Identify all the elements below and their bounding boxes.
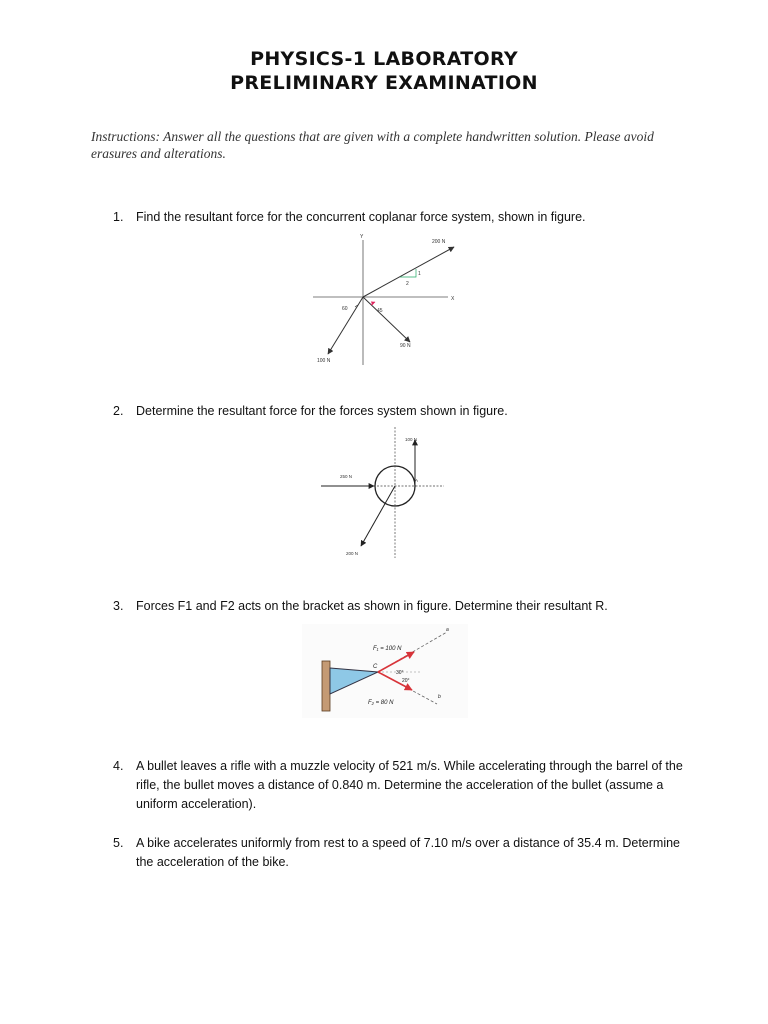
figure-2-force-diagram [316, 425, 446, 560]
angle-20-label: 20° [402, 678, 410, 684]
instructions-label: Instructions: [91, 129, 160, 144]
page-title-line-2: PRELIMINARY EXAMINATION [230, 72, 538, 94]
question-1 [113, 208, 693, 227]
question-text: A bullet leaves a rifle with a muzzle velocity of 521 m/s. While accelerating through the barrel of the rifle, the bullet moves a distance of 0.840 m. Determine the acceleration of the bullet (assume a uniform acceleration). [136, 759, 683, 811]
force-f2-label: F₂ = 80 N [368, 700, 394, 706]
question-number: 4. [113, 759, 124, 773]
force-200n-label: 200 N [346, 551, 359, 556]
line-b-label: b [438, 694, 441, 700]
question-2 [113, 402, 693, 421]
question-number: 1. [113, 210, 124, 224]
question-number: 3. [113, 599, 124, 613]
question-number: 2. [113, 404, 124, 418]
question-4 [113, 757, 693, 814]
point-a-label: A [415, 478, 419, 483]
angle-60-label: 60 [342, 306, 348, 312]
force-90n-arrow [363, 297, 410, 342]
y-axis-label: Y [360, 234, 364, 240]
angle-30-label: 30° [396, 670, 404, 676]
wall [322, 661, 330, 711]
x-axis-label: X [451, 296, 455, 302]
angle-45-arc [371, 302, 375, 305]
question-5 [113, 834, 693, 872]
instructions-text: Answer all the questions that are given with a complete handwritten solution. Please avoid erasures and alterations. [91, 129, 654, 161]
point-c-label: C [373, 664, 378, 670]
figure-1-force-diagram [308, 230, 468, 370]
question-number: 5. [113, 836, 124, 850]
force-250n-label: 250 N [340, 474, 353, 479]
force-200n-arrow [363, 247, 454, 297]
force-200n-arrow [361, 486, 395, 546]
instructions [91, 128, 691, 162]
question-text: Find the resultant force for the concurrent coplanar force system, shown in figure. [136, 210, 586, 224]
slope-run: 2 [406, 281, 409, 287]
force-100n-label: 100 N [317, 358, 331, 364]
slope-rise: 1 [418, 271, 421, 277]
question-text: Determine the resultant force for the forces system shown in figure. [136, 404, 508, 418]
figure-3-bracket-diagram [302, 624, 468, 718]
question-text: Forces F1 and F2 acts on the bracket as shown in figure. Determine their resultant R. [136, 599, 608, 613]
question-3 [113, 597, 693, 616]
force-100n-label: 100 N [405, 437, 418, 442]
page-title-line-1: PHYSICS-1 LABORATORY [250, 48, 518, 70]
question-text: A bike accelerates uniformly from rest to a speed of 7.10 m/s over a distance of 35.4 m. Determine the acceleration of the bike. [136, 836, 681, 869]
force-f1-label: F₁ = 100 N [373, 646, 402, 652]
angle-45-label: 45 [377, 308, 383, 314]
force-90n-label: 90 N [400, 343, 411, 349]
force-200n-label: 200 N [432, 239, 446, 245]
line-a-label: a [446, 627, 449, 633]
